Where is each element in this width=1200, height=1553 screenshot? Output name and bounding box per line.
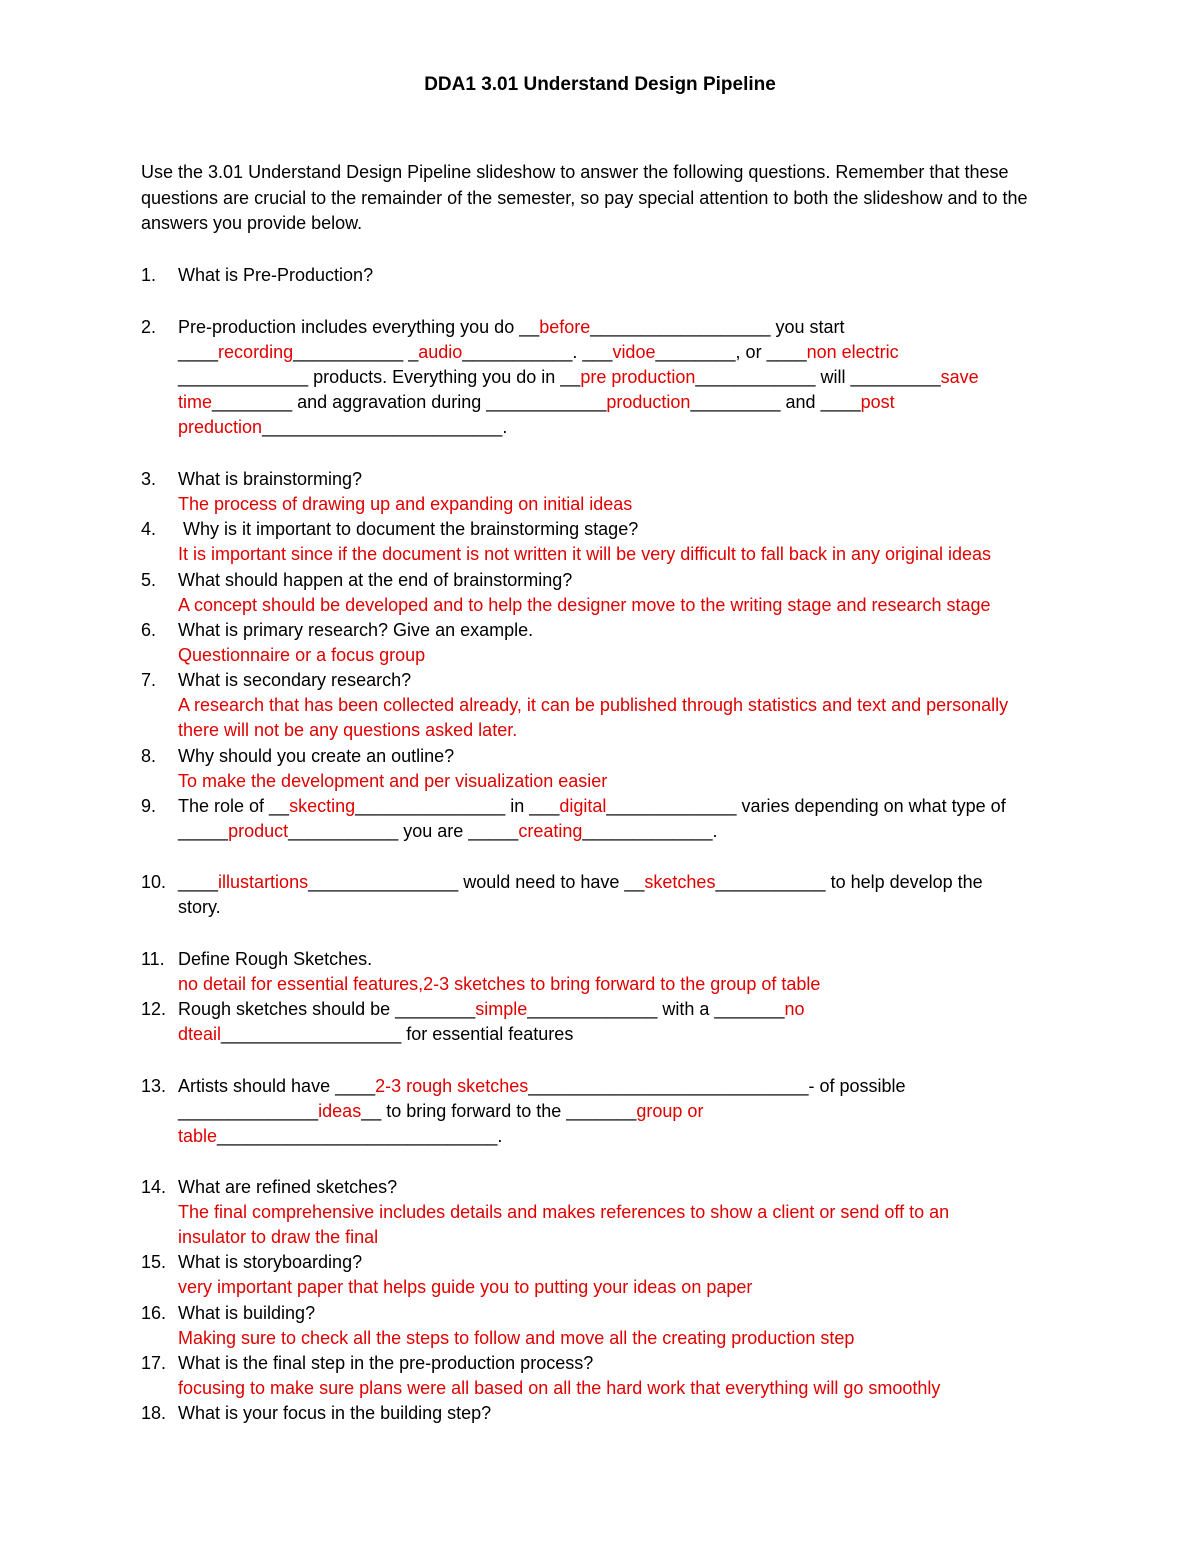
question-number: 15. — [141, 1252, 167, 1272]
text-span: _____________ varies depending on what type of — [606, 796, 1006, 816]
blank-answer: post — [860, 392, 895, 412]
text-span: ___________ _ — [293, 342, 419, 362]
fill-in-blank — [178, 870, 1071, 920]
text-span: _______________ would need to have __ — [308, 872, 645, 892]
answer-text: The process of drawing up and expanding on initial ideas — [178, 494, 633, 514]
question-6 — [141, 618, 1071, 668]
blank-answer: no — [784, 999, 805, 1019]
text-span: _____ — [178, 821, 229, 841]
question-number: 2. — [141, 317, 157, 337]
question-number: 6. — [141, 620, 157, 640]
text-span: ________________________. — [262, 417, 508, 437]
blank-answer: recording — [218, 342, 294, 362]
text-span: ____ — [178, 872, 219, 892]
question-number: 14. — [141, 1177, 167, 1197]
answer-text: A concept should be developed and to help the designer move to the writing stage and research stage — [178, 595, 991, 615]
blank-answer: simple — [475, 999, 528, 1019]
text-span: __________________ for essential features — [221, 1024, 574, 1044]
question-text: What is secondary research? — [178, 670, 412, 690]
text-span: ____________ will _________ — [695, 367, 941, 387]
text-span: ___________ you are _____ — [288, 821, 519, 841]
blank-answer: table — [178, 1126, 218, 1146]
question-number: 3. — [141, 469, 157, 489]
question-11 — [141, 947, 1071, 997]
text-span: _______________ in ___ — [355, 796, 560, 816]
question-number: 18. — [141, 1403, 167, 1423]
blank-answer: before — [539, 317, 591, 337]
question-14 — [141, 1175, 1071, 1250]
answer-text: The final comprehensive includes details and makes references to show a client or send off to an — [178, 1202, 950, 1222]
answer-text: It is important since if the document is not written it will be very difficult to fall back in any original ideas — [178, 544, 992, 564]
text-span: _____________. — [582, 821, 718, 841]
question-number: 9. — [141, 796, 157, 816]
blank-answer: sketches — [644, 872, 716, 892]
question-text: What is brainstorming? — [178, 469, 363, 489]
text-span: ________, or ____ — [655, 342, 807, 362]
question-number: 8. — [141, 746, 157, 766]
question-number: 10. — [141, 872, 167, 892]
text-span: ________ and aggravation during ____________ — [212, 392, 607, 412]
question-text: Define Rough Sketches. — [178, 949, 373, 969]
question-number: 13. — [141, 1076, 167, 1096]
text-span: story. — [178, 897, 221, 917]
question-16 — [141, 1301, 1071, 1351]
fill-in-blank — [178, 794, 1071, 844]
blank-answer: ideas — [318, 1101, 362, 1121]
question-4 — [141, 517, 1071, 567]
question-17 — [141, 1351, 1071, 1401]
question-number: 16. — [141, 1303, 167, 1323]
text-span: Rough sketches should be ________ — [178, 999, 476, 1019]
question-number: 7. — [141, 670, 157, 690]
blank-answer: audio — [418, 342, 463, 362]
question-2 — [141, 315, 1071, 440]
text-span: Pre-production includes everything you do __ — [178, 317, 540, 337]
blank-answer: digital — [559, 796, 607, 816]
blank-answer: production — [606, 392, 691, 412]
question-number: 1. — [141, 265, 157, 285]
text-span: ___________. ___ — [462, 342, 613, 362]
blank-answer: product — [228, 821, 289, 841]
fill-in-blank — [178, 997, 1071, 1047]
blank-answer: time — [178, 392, 213, 412]
question-7 — [141, 668, 1071, 743]
question-1 — [141, 263, 1071, 288]
answer-text: Questionnaire or a focus group — [178, 645, 426, 665]
text-span: __________________ you start — [590, 317, 845, 337]
blank-answer: group or — [636, 1101, 704, 1121]
question-13 — [141, 1074, 1071, 1149]
question-text: What is primary research? Give an example. — [178, 620, 534, 640]
question-text: What is your focus in the building step? — [178, 1403, 492, 1423]
question-15 — [141, 1250, 1071, 1300]
blank-answer: illustartions — [218, 872, 309, 892]
question-number: 17. — [141, 1353, 167, 1373]
question-number: 12. — [141, 999, 167, 1019]
answer-text: very important paper that helps guide you to putting your ideas on paper — [178, 1277, 753, 1297]
question-text: What should happen at the end of brainstorming? — [178, 570, 573, 590]
text-span: ____________________________. — [217, 1126, 503, 1146]
question-text: What is building? — [178, 1303, 316, 1323]
text-span: The role of __ — [178, 796, 290, 816]
text-span: ____ — [178, 342, 219, 362]
answer-text: Making sure to check all the steps to follow and move all the creating production step — [178, 1328, 855, 1348]
question-3 — [141, 467, 1071, 517]
question-number: 11. — [141, 949, 165, 969]
text-span: _____________ with a _______ — [527, 999, 785, 1019]
answer-text: focusing to make sure plans were all based on all the hard work that everything will go smoothly — [178, 1378, 941, 1398]
question-8 — [141, 744, 1071, 794]
question-5 — [141, 568, 1071, 618]
question-12 — [141, 997, 1071, 1047]
question-18 — [141, 1401, 1071, 1426]
document-title: DDA1 3.01 Understand Design Pipeline — [424, 74, 776, 95]
question-text: What are refined sketches? — [178, 1177, 398, 1197]
question-text: What is Pre-Production? — [178, 265, 374, 285]
blank-answer: skecting — [289, 796, 356, 816]
answer-text: To make the development and per visualization easier — [178, 771, 608, 791]
fill-in-blank — [178, 1074, 1071, 1149]
question-text: Why should you create an outline? — [178, 746, 455, 766]
answer-text: insulator to draw the final — [178, 1227, 379, 1247]
blank-answer: dteail — [178, 1024, 222, 1044]
text-span: _____________ products. Everything you do in __ — [178, 367, 581, 387]
blank-answer: creating — [518, 821, 583, 841]
answer-text: there will not be any questions asked later. — [178, 720, 518, 740]
question-number: 5. — [141, 570, 157, 590]
text-span: _________ and ____ — [690, 392, 861, 412]
answer-text: A research that has been collected already, it can be published through statistics and text and personally — [178, 695, 1009, 715]
question-text: What is storyboarding? — [178, 1252, 363, 1272]
blank-answer: pre production — [580, 367, 696, 387]
fill-in-blank — [178, 315, 1071, 440]
instructions-paragraph: Use the 3.01 Understand Design Pipeline slideshow to answer the following questions. Remember that these questions are crucial to the remainder of the semester, so pay special attention to both the slideshow and to the answers you provide below. — [141, 162, 1028, 233]
blank-answer: save — [940, 367, 979, 387]
text-span: ____________________________- of possible — [528, 1076, 906, 1096]
question-9 — [141, 794, 1071, 844]
blank-answer: non electric — [806, 342, 899, 362]
question-number: 4. — [141, 519, 157, 539]
blank-answer: preduction — [178, 417, 263, 437]
text-span: ______________ — [178, 1101, 319, 1121]
text-span: Artists should have ____ — [178, 1076, 376, 1096]
blank-answer: 2-3 rough sketches — [375, 1076, 529, 1096]
answer-text: no detail for essential features,2-3 sketches to bring forward to the group of table — [178, 974, 821, 994]
question-10 — [141, 870, 1071, 920]
question-text: What is the final step in the pre-production process? — [178, 1353, 594, 1373]
question-text: Why is it important to document the brainstorming stage? — [178, 519, 639, 539]
text-span: __ to bring forward to the _______ — [361, 1101, 637, 1121]
text-span: ___________ to help develop the — [715, 872, 983, 892]
blank-answer: vidoe — [612, 342, 656, 362]
